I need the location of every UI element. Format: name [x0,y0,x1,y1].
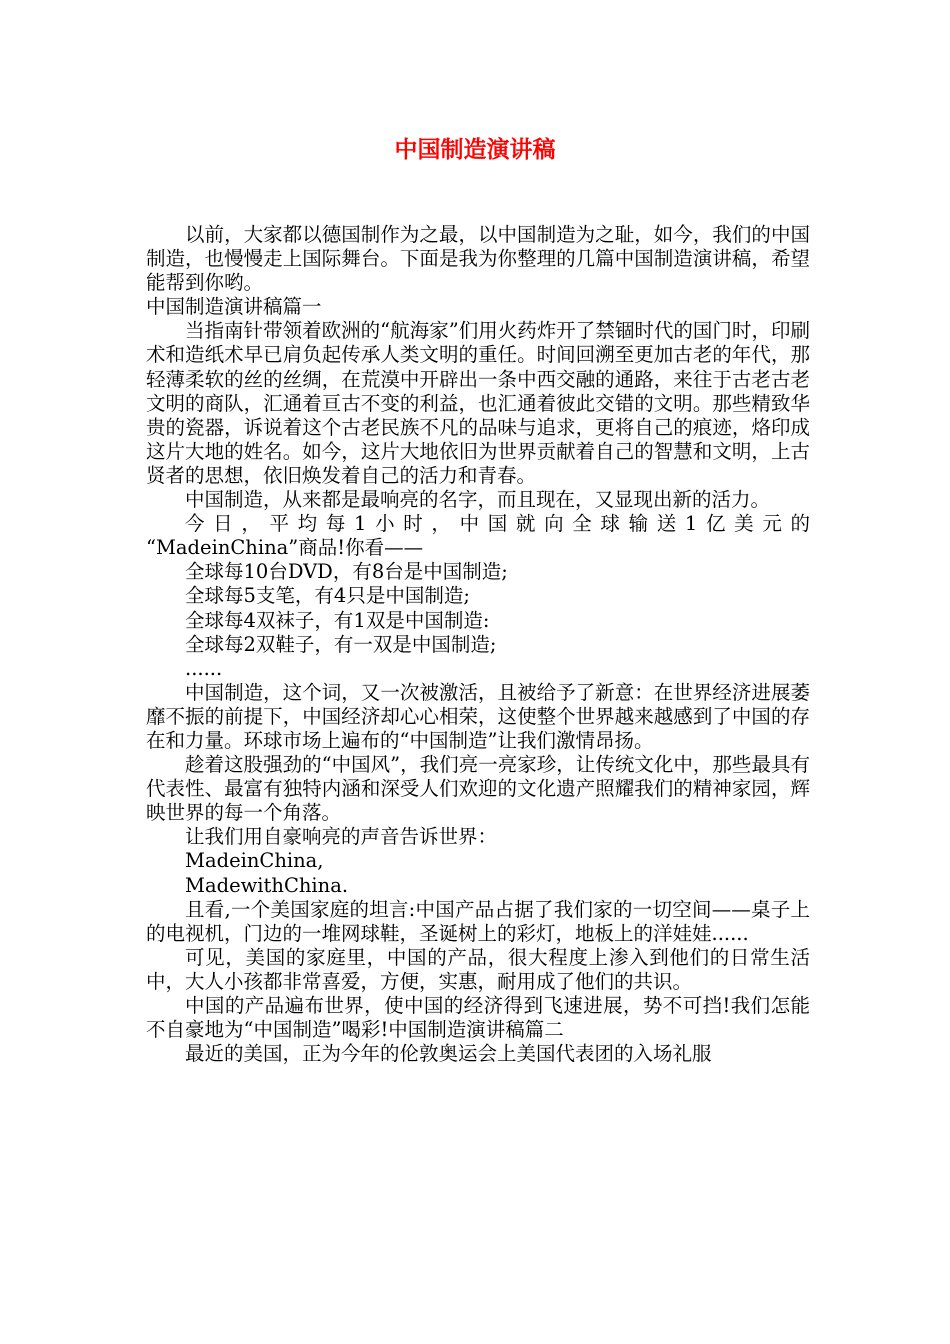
list-item: 全球每2双鞋子，有一双是中国制造; [185,632,497,656]
document-body [146,223,810,1066]
document-title: 中国制造演讲稿 [394,137,556,163]
section-heading-part-one: 中国制造演讲稿篇一 [146,295,322,319]
paragraph: 中国制造，这个词，又一次被激活，且被给予了新意：在世界经济进展萎靡不振的前提下，中国经济却心心相荣，这使整个世界越来越感到了中国的存在和力量。环球市场上遍布的“中国制造”让我们激情昂扬。 [146,680,810,752]
list-item: ...... [185,656,223,680]
paragraph: 中国的产品遍布世界，使中国的经济得到飞速进展，势不可挡!我们怎能不自豪地为“中国制造”喝彩!中国制造演讲稿篇二 [146,994,810,1042]
paragraph: MadeinChina, [185,849,324,873]
list-item: 全球每4双袜子，有1双是中国制造: [185,608,490,632]
paragraph: “MadeinChina”商品!你看—— [146,536,424,560]
paragraph: 今日，平均每1小时，中国就向全球输送1亿美元的 [185,512,810,536]
list-item: 全球每5支笔，有4只是中国制造; [185,584,470,608]
paragraph-intro: 以前，大家都以德国制作为之最，以中国制造为之耻，如今，我们的中国制造，也慢慢走上国际舞台。下面是我为你整理的几篇中国制造演讲稿，希望能帮到你哟。 [146,223,810,295]
paragraph: 中国制造，从来都是最响亮的名字，而且现在，又显现出新的活力。 [185,488,771,512]
paragraph: 当指南针带领着欧洲的“航海家”们用火药炸开了禁锢时代的国门时，印刷术和造纸术早已肩负起传承人类文明的重任。时间回溯至更加古老的年代，那轻薄柔软的丝的丝绸，在荒漠中开辟出一条中西交融的通路，来往于古老古老文明的商队，汇通着亘古不变的利益，也汇通着彼此交错的文明。那些精致华贵的瓷器，诉说着这个古老民族不凡的品味与追求，更将自己的痕迹，烙印成这片大地的姓名。如今，这片大地依旧为世界贡献着自己的智慧和文明，上古贤者的思想，依旧焕发着自己的活力和青春。 [146,319,810,487]
paragraph: 趁着这股强劲的“中国风”，我们亮一亮家珍，让传统文化中，那些最具有代表性、最富有独特内涵和深受人们欢迎的文化遗产照耀我们的精神家园，辉映世界的每一个角落。 [146,753,810,825]
paragraph: 且看,一个美国家庭的坦言:中国产品占据了我们家的一切空间——桌子上的电视机，门边的一堆网球鞋，圣诞树上的彩灯，地板上的洋娃娃...... [146,897,810,945]
paragraph: MadewithChina. [185,873,349,897]
list-item: 全球每10台DVD，有8台是中国制造; [185,560,508,584]
paragraph: 可见，美国的家庭里，中国的产品，很大程度上渗入到他们的日常生活中，大人小孩都非常喜爱，方便，实惠，耐用成了他们的共识。 [146,945,810,993]
paragraph: 最近的美国，正为今年的伦敦奥运会上美国代表团的入场礼服 [185,1042,712,1066]
paragraph: 让我们用自豪响亮的声音告诉世界： [185,825,498,849]
